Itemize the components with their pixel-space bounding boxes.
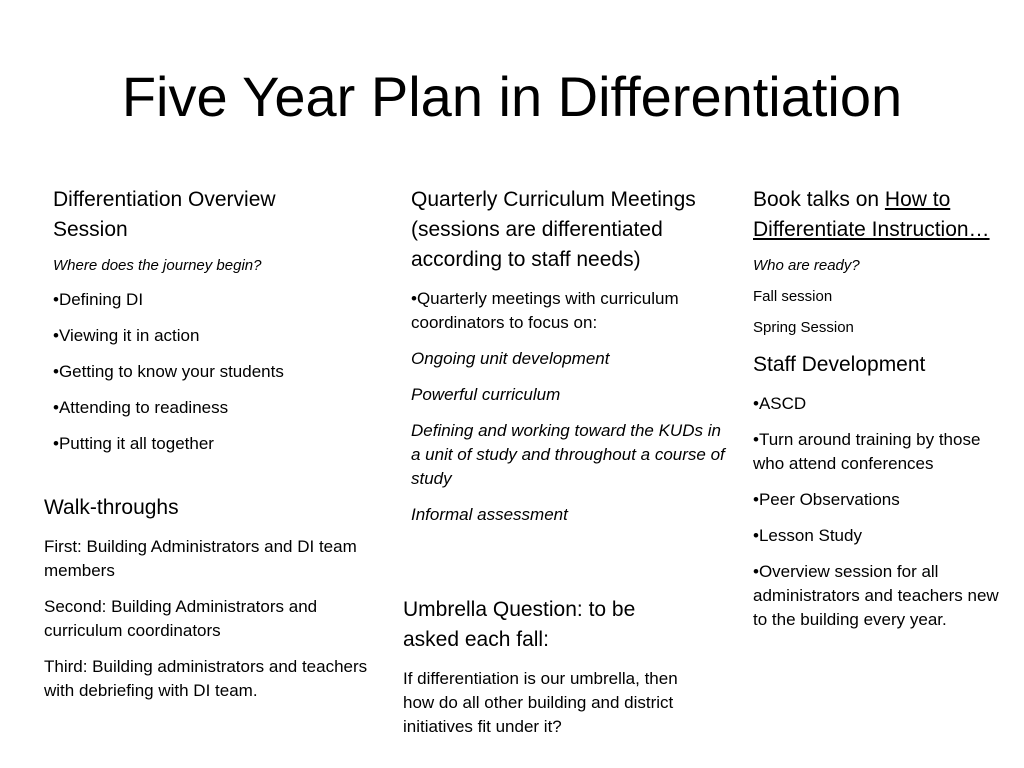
list-item: Defining and working toward the KUDs in a unit of study and throughout a course of study xyxy=(411,421,725,488)
list-item: Spring Session xyxy=(753,319,854,336)
list-item: •Overview session for all administrators and teachers new to the building every year. xyxy=(753,562,999,629)
list-item: •Turn around training by those who attend conferences xyxy=(753,430,981,473)
list-item: Third: Building administrators and teachers with debriefing with DI team. xyxy=(44,657,368,700)
list-item: Informal assessment xyxy=(411,505,568,524)
book-title: How to Differentiate Instruction… xyxy=(753,188,990,241)
list-item: Fall session xyxy=(753,288,833,305)
quarterly-heading: Quarterly Curriculum Meetings (sessions are differentiated according to staff needs) xyxy=(411,188,696,271)
list-item: First: Building Administrators and DI team members xyxy=(44,537,357,580)
quarterly-intro: •Quarterly meetings with curriculum coordinators to focus on: xyxy=(411,289,679,332)
book-talks-prefix: Book talks on xyxy=(753,188,885,211)
slide-title: Five Year Plan in Differentiation xyxy=(121,65,903,128)
list-item: Powerful curriculum xyxy=(411,385,561,404)
list-item: •Getting to know your students xyxy=(53,362,284,381)
book-talks-question: Who are ready? xyxy=(753,257,860,274)
overview-heading: Differentiation Overview Session xyxy=(53,188,276,241)
staff-dev-heading: Staff Development xyxy=(753,353,926,376)
list-item: Ongoing unit development xyxy=(411,349,610,368)
list-item: •Peer Observations xyxy=(753,490,900,509)
list-item: Second: Building Administrators and curriculum coordinators xyxy=(44,597,318,640)
umbrella-text: If differentiation is our umbrella, then how do all other building and district initiatives fit under it? xyxy=(403,669,678,736)
quarterly-section xyxy=(411,185,731,527)
overview-question: Where does the journey begin? xyxy=(53,257,262,274)
book-talks-heading xyxy=(753,185,1003,245)
umbrella-section xyxy=(403,595,693,739)
list-item: •ASCD xyxy=(753,394,807,413)
umbrella-heading: Umbrella Question: to be asked each fall: xyxy=(403,598,636,651)
list-item: •Defining DI xyxy=(53,290,144,309)
walkthroughs-heading: Walk-throughs xyxy=(44,496,179,519)
list-item: •Attending to readiness xyxy=(53,398,229,417)
overview-section xyxy=(53,185,353,456)
walkthroughs-section xyxy=(44,493,384,703)
right-column xyxy=(753,185,1003,632)
list-item: •Viewing it in action xyxy=(53,326,200,345)
list-item: •Lesson Study xyxy=(753,526,862,545)
list-item: •Putting it all together xyxy=(53,434,214,453)
